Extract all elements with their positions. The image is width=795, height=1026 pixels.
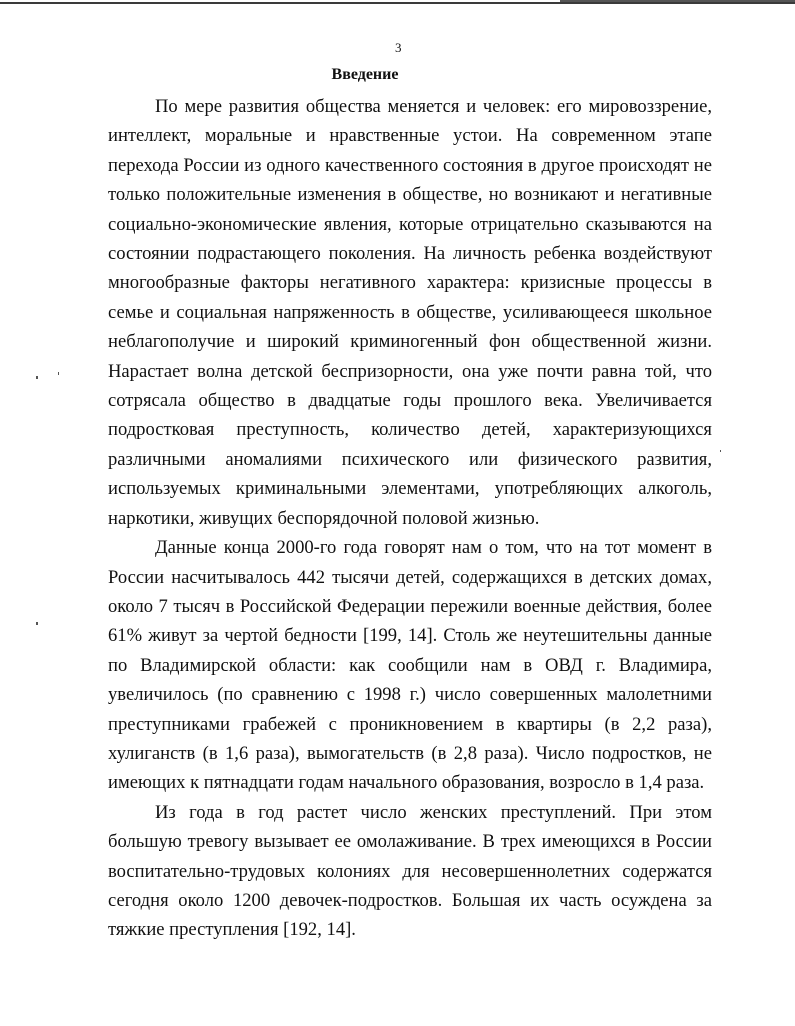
scan-speck xyxy=(36,622,38,625)
paragraph-1: По мере развития общества меняется и человек: его мировоззрение, интеллект, моральные и нравственные устои. На современном этапе перехода России из одного качественного состояния в другое происходят не только положительные изменения в обществе, но возникают и негативные социально-экономические явления, которые отрицательно сказываются на состоянии подрастающего поколения. На личность ребенка воздействуют многообразные факторы негативного характера: кризисные процессы в семье и социальная напряженность в обществе, усиливающееся школьное неблагополучие и широкий криминогенный фон общественной жизни. Нарастает волна детской беспризорности, она уже почти равна той, что сотрясала общество в двадцатые годы прошлого века. Увеличивается подростковая преступность, количество детей, характеризующихся различными аномалиями психического или физического развития, используемых криминальными элементами, употребляющих алкоголь, наркотики, живущих беспорядочной половой жизнью. xyxy=(108,96,712,529)
page-number: 3 xyxy=(395,40,402,55)
paragraph-3: Из года в год растет число женских преступлений. При этом большую тревогу вызывает ее омолаживание. В трех имеющихся в России воспитательно-трудовых колониях для несовершеннолетних содержатся сегодня около 1200 девочек-подростков. Большая их часть осуждена за тяжкие преступления [192, 14]. xyxy=(108,801,712,941)
scan-edge-line-right xyxy=(560,0,795,2)
page-title: Введение xyxy=(331,66,399,83)
document-body xyxy=(108,92,712,945)
scan-speck xyxy=(58,372,59,375)
scan-speck xyxy=(36,376,38,379)
paragraph-2: Данные конца 2000-го года говорят нам о том, что на тот момент в России насчитывалось 442 тысячи детей, содержащихся в детских домах, около 7 тысяч в Российской Федерации пережили военные действия, более 61% живут за чертой бедности [199, 14]. Столь же неутешительны данные по Владимирской области: как сообщили нам в ОВД г. Владимира, увеличилось (по сравнению с 1998 г.) число совершенных малолетними преступниками грабежей с проникновением в квартиры (в 2,2 раза), хулиганств (в 1,6 раза), вымогательств (в 2,8 раза). Число подростков, не имеющих к пятнадцати годам начального образования, возросло в 1,4 раза. xyxy=(108,537,712,794)
scan-edge-line xyxy=(0,2,795,4)
scan-speck xyxy=(720,450,721,452)
